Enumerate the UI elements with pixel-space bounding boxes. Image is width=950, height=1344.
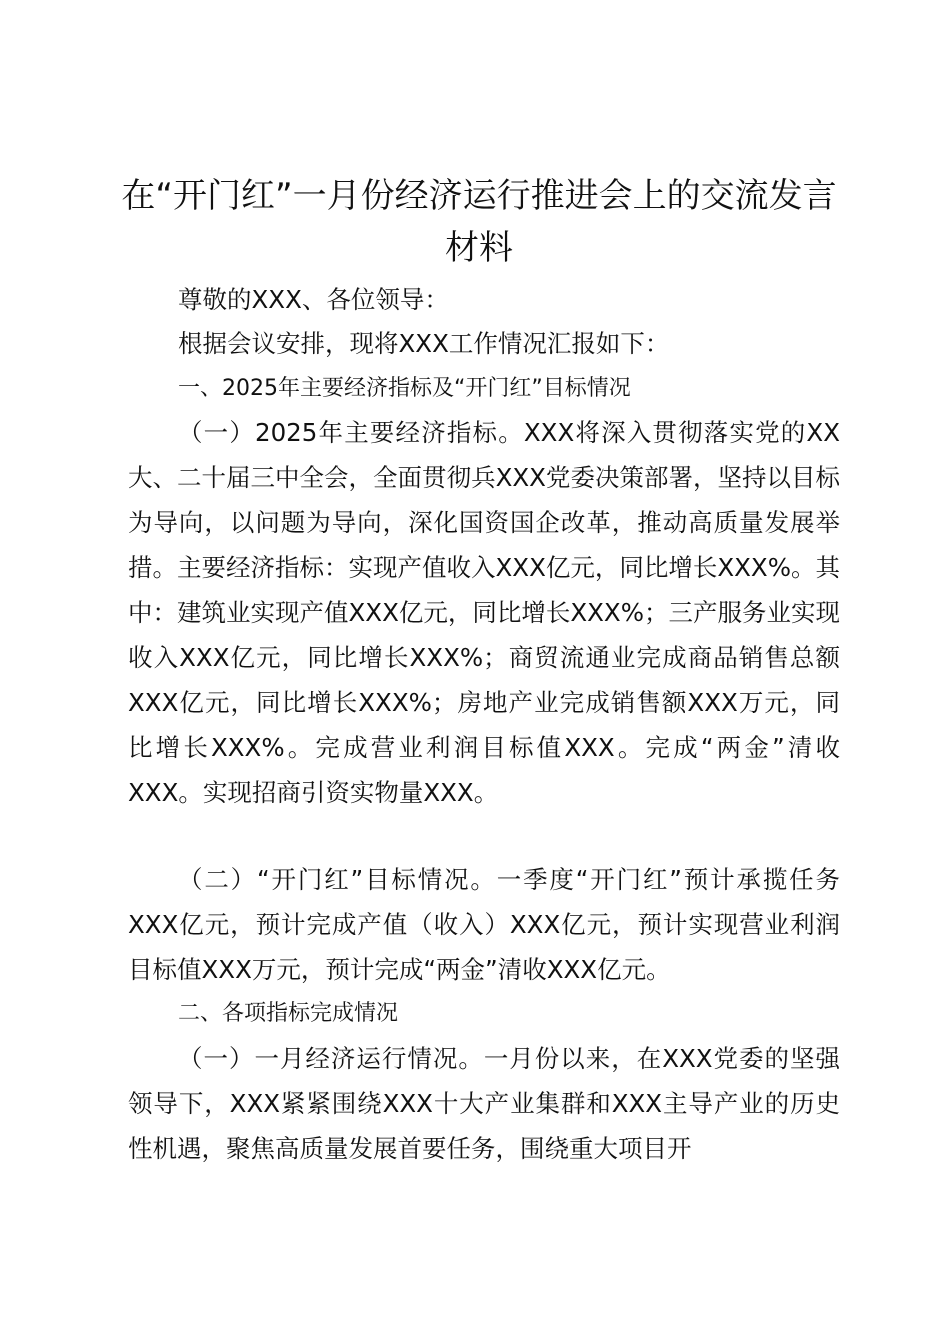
document-title: 在“开门红”一月份经济运行推进会上的交流发言材料: [121, 176, 837, 268]
section-1-paragraph-1: （一）2025年主要经济指标。XXX将深入贯彻落实党的XX大、二十届三中全会，全面贯彻兵XXX党委决策部署，坚持以目标为导向，以问题为导向，深化国资国企改革，推动高质量发展举措。主要经济指标：实现产值收入XXX亿元，同比增长XXX%。其中：建筑业实现产值XXX亿元，同比增长XXX%；三产服务业实现收入XXX亿元，同比增长XXX%；商贸流通业完成商品销售总额XXX亿元，同比增长XXX%；房地产业完成销售额XXX万元，同比增长XXX%。完成营业利润目标值XXX。完成“两金”清收XXX。实现招商引资实物量XXX。: [128, 418, 840, 807]
section-2-paragraph-1: （一）一月经济运行情况。一月份以来，在XXX党委的坚强领导下，XXX紧紧围绕XXX十大产业集群和XXX主导产业的历史性机遇，聚焦高质量发展首要任务，围绕重大项目开: [128, 1044, 840, 1163]
section-2-heading: 二、各项指标完成情况: [178, 1001, 399, 1026]
section-1-paragraph-2: （二）“开门红”目标情况。一季度“开门红”预计承揽任务XXX亿元，预计完成产值（收入）XXX亿元，预计实现营业利润目标值XXX万元，预计完成“两金”清收XXX亿元。: [128, 865, 840, 984]
salutation: 尊敬的XXX、各位领导：: [178, 285, 449, 314]
intro-paragraph: 根据会议安排，现将XXX工作情况汇报如下：: [178, 329, 670, 358]
section-1-heading: 一、2025年主要经济指标及“开门红”目标情况: [178, 376, 631, 401]
